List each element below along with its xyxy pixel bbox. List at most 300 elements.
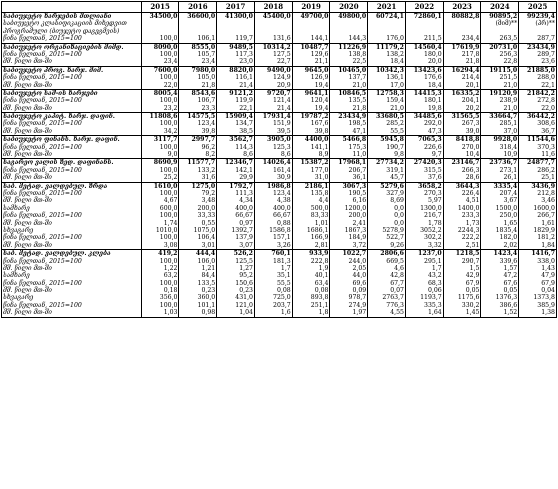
cell-value: 669,5 bbox=[386, 257, 404, 265]
cell-value: 11577,7 bbox=[187, 159, 216, 167]
cell-value: 45400,0 bbox=[262, 13, 291, 20]
cell-value: 60724,1 bbox=[375, 13, 404, 20]
cell-value: 1373,8 bbox=[533, 294, 555, 302]
cell-value: 9720,7 bbox=[267, 89, 291, 97]
value-cell bbox=[292, 250, 330, 318]
cell-value: 135,5 bbox=[348, 97, 367, 105]
row-label-cell bbox=[2, 43, 142, 66]
cell-value: 100,0 bbox=[159, 279, 178, 287]
cell-value: 22,1 bbox=[239, 104, 253, 112]
table-row bbox=[2, 13, 557, 44]
value-cell bbox=[405, 66, 443, 89]
cell-value: 167,6 bbox=[310, 120, 329, 128]
table-row bbox=[2, 43, 557, 66]
cell-value: 67,9 bbox=[541, 279, 555, 287]
cell-value: 106,4 bbox=[197, 234, 216, 242]
value-cell bbox=[481, 182, 519, 250]
cell-value: 8,69 bbox=[390, 197, 404, 205]
cell-value: 4,55 bbox=[390, 309, 404, 317]
cell-value: 1,43 bbox=[541, 264, 555, 272]
cell-value: 2997,7 bbox=[191, 136, 216, 144]
row-label: მშ. წილი მთ-ში bbox=[3, 174, 52, 182]
cell-value: 33680,5 bbox=[375, 113, 404, 121]
cell-value: 184,9 bbox=[348, 234, 367, 242]
value-cell bbox=[481, 89, 519, 112]
cell-value: 1,61 bbox=[541, 219, 555, 227]
cell-value: 244,0 bbox=[348, 257, 367, 265]
value-cell bbox=[330, 159, 368, 182]
cell-value: 135,8 bbox=[310, 189, 329, 197]
cell-value: 3,67 bbox=[503, 197, 518, 205]
cell-value: 90895,2 bbox=[489, 13, 518, 20]
cell-value: 45,7 bbox=[390, 174, 404, 182]
value-cell bbox=[330, 43, 368, 66]
value-cell bbox=[405, 43, 443, 66]
cell-value: 1,5 bbox=[469, 264, 480, 272]
cell-value: 144,1 bbox=[310, 35, 329, 43]
cell-value: 190,7 bbox=[386, 143, 404, 151]
cell-value: 287,7 bbox=[537, 35, 555, 43]
value-cell bbox=[368, 43, 406, 66]
cell-value: 21842,2 bbox=[527, 89, 555, 97]
cell-value: 0,05 bbox=[465, 287, 480, 295]
row-label: წინა წელთან, 2015=100 bbox=[3, 301, 82, 309]
cell-value: 131,6 bbox=[273, 35, 291, 43]
value-cell bbox=[519, 89, 557, 112]
cell-value: 206,7 bbox=[348, 166, 367, 174]
value-cell bbox=[254, 13, 292, 44]
value-cell bbox=[254, 43, 292, 66]
cell-value: 26,1 bbox=[503, 174, 518, 182]
cell-value: 1867,3 bbox=[344, 226, 367, 234]
cell-value: 4,34 bbox=[239, 197, 253, 205]
cell-value: 101,1 bbox=[197, 301, 216, 309]
cell-value: 2806,6 bbox=[380, 250, 404, 258]
cell-value: 100,0 bbox=[159, 257, 178, 265]
cell-value: 23146,7 bbox=[451, 159, 480, 167]
cell-value: 3905,0 bbox=[267, 136, 291, 144]
row-label: წინა წელთან, 2015=100 bbox=[3, 97, 82, 105]
cell-value: 285,2 bbox=[386, 120, 404, 128]
value-cell bbox=[217, 159, 255, 182]
cell-value: 933,9 bbox=[309, 250, 329, 258]
cell-value: 5945,8 bbox=[380, 136, 404, 144]
cell-value: 1275,0 bbox=[191, 182, 216, 190]
value-cell bbox=[368, 250, 406, 318]
cell-value: 19,8 bbox=[427, 104, 442, 112]
cell-value: 100,0 bbox=[159, 166, 178, 174]
cell-value: 4400,0 bbox=[304, 136, 329, 144]
cell-value: 100,0 bbox=[159, 143, 178, 151]
value-cell bbox=[254, 113, 292, 136]
year-header: 2016 bbox=[179, 2, 217, 13]
cell-value: 272,8 bbox=[537, 97, 555, 105]
cell-value: 9928,0 bbox=[493, 136, 518, 144]
value-cell bbox=[179, 250, 217, 318]
row-label: მშ. წილი მთ-ში bbox=[3, 104, 52, 112]
cell-value: 8,6 bbox=[243, 151, 253, 159]
cell-value bbox=[331, 28, 366, 35]
cell-value: 22,1 bbox=[541, 81, 555, 89]
cell-value: 34,2 bbox=[163, 127, 178, 135]
cell-value: 69,6 bbox=[352, 279, 367, 287]
value-cell bbox=[519, 250, 557, 318]
cell-value: 25,1 bbox=[541, 174, 555, 182]
cell-value: 100,0 bbox=[159, 74, 178, 82]
value-cell bbox=[179, 182, 217, 250]
cell-value: 14026,4 bbox=[262, 159, 291, 167]
cell-value: 39,8 bbox=[314, 127, 329, 135]
value-cell bbox=[519, 136, 557, 159]
cell-value: 1,27 bbox=[239, 264, 253, 272]
value-cell bbox=[443, 159, 481, 182]
cell-value: 1,74 bbox=[163, 219, 178, 227]
cell-value: 23736,7 bbox=[489, 159, 518, 167]
cell-value: 181,3 bbox=[273, 257, 291, 265]
cell-value: 20,2 bbox=[465, 104, 480, 112]
cell-value: 207,4 bbox=[499, 189, 518, 197]
value-cell bbox=[519, 182, 557, 250]
value-cell bbox=[217, 182, 255, 250]
cell-value: 72860,1 bbox=[413, 13, 442, 20]
cell-value: 19115,0 bbox=[489, 66, 518, 74]
cell-value: 13423,6 bbox=[413, 66, 442, 74]
year-header: 2018 bbox=[254, 2, 292, 13]
row-label: საბიუჯეტო ფინანს. ხარჯ. დაფინ. bbox=[3, 136, 120, 144]
value-cell bbox=[330, 182, 368, 250]
cell-value: 522,7 bbox=[386, 234, 404, 242]
cell-value: 100,0 bbox=[159, 189, 178, 197]
cell-value: 274,9 bbox=[348, 301, 367, 309]
value-cell bbox=[481, 113, 519, 136]
cell-value: 1829,9 bbox=[533, 226, 555, 234]
cell-value: 49700,0 bbox=[300, 13, 329, 20]
row-label: საბიუჯეტო საშ-ის ხარჯები bbox=[3, 89, 98, 97]
cell-value bbox=[218, 20, 253, 27]
row-label: წინა წელთან, 2015=100 bbox=[3, 257, 82, 265]
cell-value: 893,8 bbox=[310, 294, 329, 302]
cell-value: 8090,0 bbox=[153, 43, 178, 51]
cell-value: 226,4 bbox=[461, 189, 480, 197]
cell-value: 8005,4 bbox=[153, 89, 178, 97]
cell-value: 760,1 bbox=[271, 250, 291, 258]
cell-value: 9645,0 bbox=[304, 66, 329, 74]
cell-value: 222,8 bbox=[310, 257, 329, 265]
cell-value: 214,4 bbox=[461, 74, 480, 82]
cell-value: 1,03 bbox=[163, 309, 178, 317]
cell-value bbox=[294, 20, 329, 27]
cell-value: 100,0 bbox=[159, 35, 178, 43]
value-cell bbox=[405, 159, 443, 182]
row-label: წინა წელთან, 2015=100 bbox=[3, 120, 82, 128]
cell-value: 8,2 bbox=[205, 151, 216, 159]
cell-value: 63,4 bbox=[314, 279, 329, 287]
cell-value: 100,0 bbox=[159, 234, 178, 242]
row-label: წინა წელთან, 2015=100 bbox=[3, 50, 82, 58]
value-cell bbox=[519, 43, 557, 66]
cell-value: 21,0 bbox=[390, 104, 404, 112]
cell-value: 180,1 bbox=[424, 97, 442, 105]
cell-value: 22,5 bbox=[352, 58, 367, 66]
cell-value: 31,0 bbox=[314, 174, 329, 182]
cell-value: 1,8 bbox=[318, 309, 329, 317]
row-label: საბიუჯეტო ორგანიზაციების მიმდ. bbox=[3, 43, 124, 51]
cell-value: 289,7 bbox=[537, 50, 555, 58]
value-cell bbox=[179, 13, 217, 44]
table-row bbox=[2, 89, 557, 112]
value-cell bbox=[519, 66, 557, 89]
cell-value: 99239,4 bbox=[527, 13, 555, 20]
value-cell bbox=[443, 13, 481, 44]
cell-value: 1,57 bbox=[503, 264, 518, 272]
cell-value: 3067,3 bbox=[342, 182, 367, 190]
cell-value: 9490,0 bbox=[267, 66, 291, 74]
cell-value: 385,9 bbox=[537, 301, 555, 309]
cell-value: 21885,0 bbox=[527, 66, 555, 74]
cell-value: 7065,3 bbox=[418, 136, 442, 144]
cell-value bbox=[520, 28, 555, 35]
cell-value: 1200,0 bbox=[344, 204, 367, 212]
cell-value: 21,0 bbox=[503, 81, 518, 89]
cell-value: 1376,3 bbox=[495, 294, 518, 302]
value-cell bbox=[405, 136, 443, 159]
value-cell bbox=[443, 136, 481, 159]
cell-value: 2186,1 bbox=[304, 182, 329, 190]
cell-value: 1,7 bbox=[280, 264, 291, 272]
cell-value: 370,3 bbox=[537, 143, 555, 151]
cell-value: 3,07 bbox=[239, 241, 253, 249]
cell-value: 123,4 bbox=[197, 120, 216, 128]
value-cell bbox=[443, 43, 481, 66]
cell-value: 8418,8 bbox=[455, 136, 480, 144]
cell-value: 21,8 bbox=[465, 58, 480, 66]
cell-value: 2,81 bbox=[314, 241, 329, 249]
cell-value: 142,1 bbox=[235, 166, 253, 174]
value-cell bbox=[141, 43, 179, 66]
cell-value: 0,0 bbox=[394, 204, 404, 212]
row-label: პროგრამული (ბიუჯეტო დაგეგმვის) bbox=[3, 27, 120, 35]
cell-value: 1022,7 bbox=[342, 250, 367, 258]
cell-value: 36600,0 bbox=[187, 13, 216, 20]
cell-value: 1,38 bbox=[541, 309, 555, 317]
value-cell bbox=[141, 159, 179, 182]
cell-value: 356,0 bbox=[159, 294, 178, 302]
value-cell bbox=[519, 113, 557, 136]
cell-value: 9641,1 bbox=[304, 89, 329, 97]
cell-value: 256,3 bbox=[499, 50, 518, 58]
cell-value: 37,0 bbox=[503, 127, 518, 135]
cell-value: 978,7 bbox=[348, 294, 367, 302]
table-body bbox=[2, 13, 557, 318]
cell-value: 22,7 bbox=[276, 58, 291, 66]
cell-value: 1986,8 bbox=[267, 182, 291, 190]
cell-value: 137,9 bbox=[235, 234, 253, 242]
cell-value: 30,9 bbox=[276, 174, 291, 182]
cell-value: 3,08 bbox=[163, 241, 178, 249]
row-label: მშ. წილი მთ-ში bbox=[3, 127, 52, 135]
cell-value: 0,98 bbox=[201, 309, 216, 317]
value-cell bbox=[405, 113, 443, 136]
cell-value: 129,6 bbox=[310, 50, 329, 58]
value-cell bbox=[481, 250, 519, 318]
value-cell bbox=[481, 159, 519, 182]
cell-value: 1500,0 bbox=[495, 204, 518, 212]
value-cell bbox=[217, 250, 255, 318]
cell-value: 14575,5 bbox=[187, 113, 216, 121]
cell-value: 308,6 bbox=[537, 120, 555, 128]
cell-value: 23434,9 bbox=[338, 113, 367, 121]
value-cell bbox=[368, 89, 406, 112]
value-cell bbox=[405, 182, 443, 250]
cell-value: 34500,0 bbox=[149, 13, 178, 20]
cell-value bbox=[218, 28, 253, 35]
cell-value: 144,3 bbox=[348, 35, 367, 43]
cell-value: 83,33 bbox=[310, 212, 329, 220]
value-cell bbox=[330, 250, 368, 318]
cell-value: 1416,7 bbox=[531, 250, 555, 258]
year-header: 2024 bbox=[481, 2, 519, 13]
cell-value: 21,1 bbox=[314, 58, 329, 66]
value-cell bbox=[141, 13, 179, 44]
cell-value: 600,0 bbox=[159, 204, 178, 212]
value-cell bbox=[292, 66, 330, 89]
cell-value: 22,0 bbox=[163, 81, 178, 89]
value-cell bbox=[217, 113, 255, 136]
cell-value: 8,6 bbox=[280, 151, 291, 159]
cell-value: 159,4 bbox=[386, 97, 404, 105]
cell-value: 0,08 bbox=[276, 287, 291, 295]
cell-value: 18,4 bbox=[427, 81, 442, 89]
cell-value: 42,9 bbox=[465, 272, 480, 280]
cell-value: 20,0 bbox=[427, 58, 442, 66]
cell-value: 10465,0 bbox=[338, 66, 367, 74]
value-cell bbox=[179, 89, 217, 112]
cell-value bbox=[445, 20, 480, 27]
table-row bbox=[2, 250, 557, 318]
cell-value: 116,1 bbox=[235, 74, 253, 82]
cell-value: 1600,0 bbox=[533, 204, 555, 212]
cell-value: 161,4 bbox=[273, 166, 291, 174]
cell-value: 4,51 bbox=[465, 197, 480, 205]
row-label: წინა წელთან, 2015=100 bbox=[3, 74, 82, 82]
value-cell bbox=[141, 89, 179, 112]
cell-value: 9,8 bbox=[394, 151, 404, 159]
cell-value: 0,23 bbox=[201, 287, 216, 295]
row-label: საბიუჯეტო კლასიფიკაციის მიხედვით bbox=[3, 20, 127, 28]
table-row bbox=[2, 136, 557, 159]
cell-value: 28,6 bbox=[465, 174, 480, 182]
cell-value bbox=[445, 28, 480, 35]
cell-value: 11544,6 bbox=[527, 136, 555, 144]
cell-value: 190,5 bbox=[348, 189, 367, 197]
cell-value: 2,51 bbox=[465, 241, 480, 249]
cell-value: 47,3 bbox=[427, 127, 442, 135]
cell-value: 263,5 bbox=[499, 35, 518, 43]
cell-value: 315,5 bbox=[424, 166, 442, 174]
row-label: საბ. მეტად. ვალდებულ. კლება bbox=[3, 250, 111, 258]
cell-value: 1,22 bbox=[163, 264, 178, 272]
cell-value bbox=[407, 28, 442, 35]
row-label: მშ. წილი მთ-ში bbox=[3, 309, 52, 317]
cell-value: 21,4 bbox=[276, 104, 291, 112]
row-label: მშ. წილი მთ-ში bbox=[3, 197, 52, 205]
cell-value: 157,1 bbox=[273, 234, 291, 242]
cell-value: 17968,1 bbox=[338, 159, 367, 167]
value-cell bbox=[254, 159, 292, 182]
row-label: საბიუჯეტო ხარჯების მთლიანი bbox=[3, 13, 112, 20]
row-label: საბიუჯეტო პროგ. ხარჯ. მიმ. bbox=[3, 66, 104, 74]
cell-value: 204,1 bbox=[461, 97, 480, 105]
cell-value: 15909,4 bbox=[224, 113, 253, 121]
cell-value: 400,0 bbox=[273, 204, 291, 212]
cell-value: 29,9 bbox=[239, 174, 253, 182]
cell-value: 55,5 bbox=[390, 127, 404, 135]
cell-value: 1193,7 bbox=[420, 294, 442, 302]
row-label: წინა წელთან, 2015=100 bbox=[3, 212, 82, 220]
cell-value: 1175,6 bbox=[457, 294, 480, 302]
cell-value: 211,5 bbox=[424, 35, 442, 43]
cell-value: 166,9 bbox=[310, 234, 329, 242]
value-cell bbox=[330, 13, 368, 44]
cell-value: 23,6 bbox=[541, 58, 555, 66]
cell-value: 11226,9 bbox=[338, 43, 367, 51]
cell-value: 14415,3 bbox=[413, 89, 442, 97]
cell-value: 23434,9 bbox=[527, 43, 555, 51]
cell-value: 0,18 bbox=[163, 287, 178, 295]
cell-value: 39,0 bbox=[465, 127, 480, 135]
cell-value: 19120,9 bbox=[489, 89, 518, 97]
cell-value: 10,9 bbox=[503, 151, 518, 159]
cell-value: 330,2 bbox=[461, 301, 480, 309]
cell-value: 151,9 bbox=[273, 120, 291, 128]
cell-value: 38,5 bbox=[239, 127, 253, 135]
cell-value: 138,2 bbox=[386, 50, 404, 58]
value-cell bbox=[481, 13, 519, 44]
cell-value: 292,0 bbox=[424, 120, 442, 128]
cell-value: 4,6 bbox=[394, 264, 404, 272]
cell-value: 22,0 bbox=[541, 104, 555, 112]
cell-value: 3562,7 bbox=[229, 136, 253, 144]
cell-value: 270,3 bbox=[424, 189, 442, 197]
cell-value: 9,0 bbox=[167, 151, 178, 159]
cell-value: 10,4 bbox=[465, 151, 480, 159]
table-row bbox=[2, 66, 557, 89]
row-label: წინა წელთან, 2015=100 bbox=[3, 279, 82, 287]
cell-value: 1,21 bbox=[201, 264, 216, 272]
cell-value: 6,16 bbox=[352, 197, 367, 205]
cell-value: 3,32 bbox=[427, 241, 442, 249]
cell-value: 500,0 bbox=[310, 204, 329, 212]
cell-value: 1,52 bbox=[503, 309, 518, 317]
row-label: მშ. წილი მთ-ში bbox=[3, 151, 52, 159]
cell-value: 134,7 bbox=[235, 120, 253, 128]
cell-value: 15387,2 bbox=[300, 159, 329, 167]
cell-value: 23,4 bbox=[163, 58, 178, 66]
year-header: 2025 bbox=[519, 2, 557, 13]
cell-value: 43,2 bbox=[427, 272, 442, 280]
cell-value: 121,0 bbox=[235, 301, 253, 309]
value-cell bbox=[292, 159, 330, 182]
cell-value: 3436,9 bbox=[531, 182, 555, 190]
table-row bbox=[2, 159, 557, 182]
cell-value: 3052,2 bbox=[420, 226, 442, 234]
cell-value: 120,4 bbox=[310, 97, 329, 105]
cell-value: 175,3 bbox=[348, 143, 367, 151]
value-cell bbox=[217, 66, 255, 89]
cell-value bbox=[143, 20, 178, 27]
year-header: 2015 bbox=[141, 2, 179, 13]
cell-value: 21,0 bbox=[352, 81, 367, 89]
